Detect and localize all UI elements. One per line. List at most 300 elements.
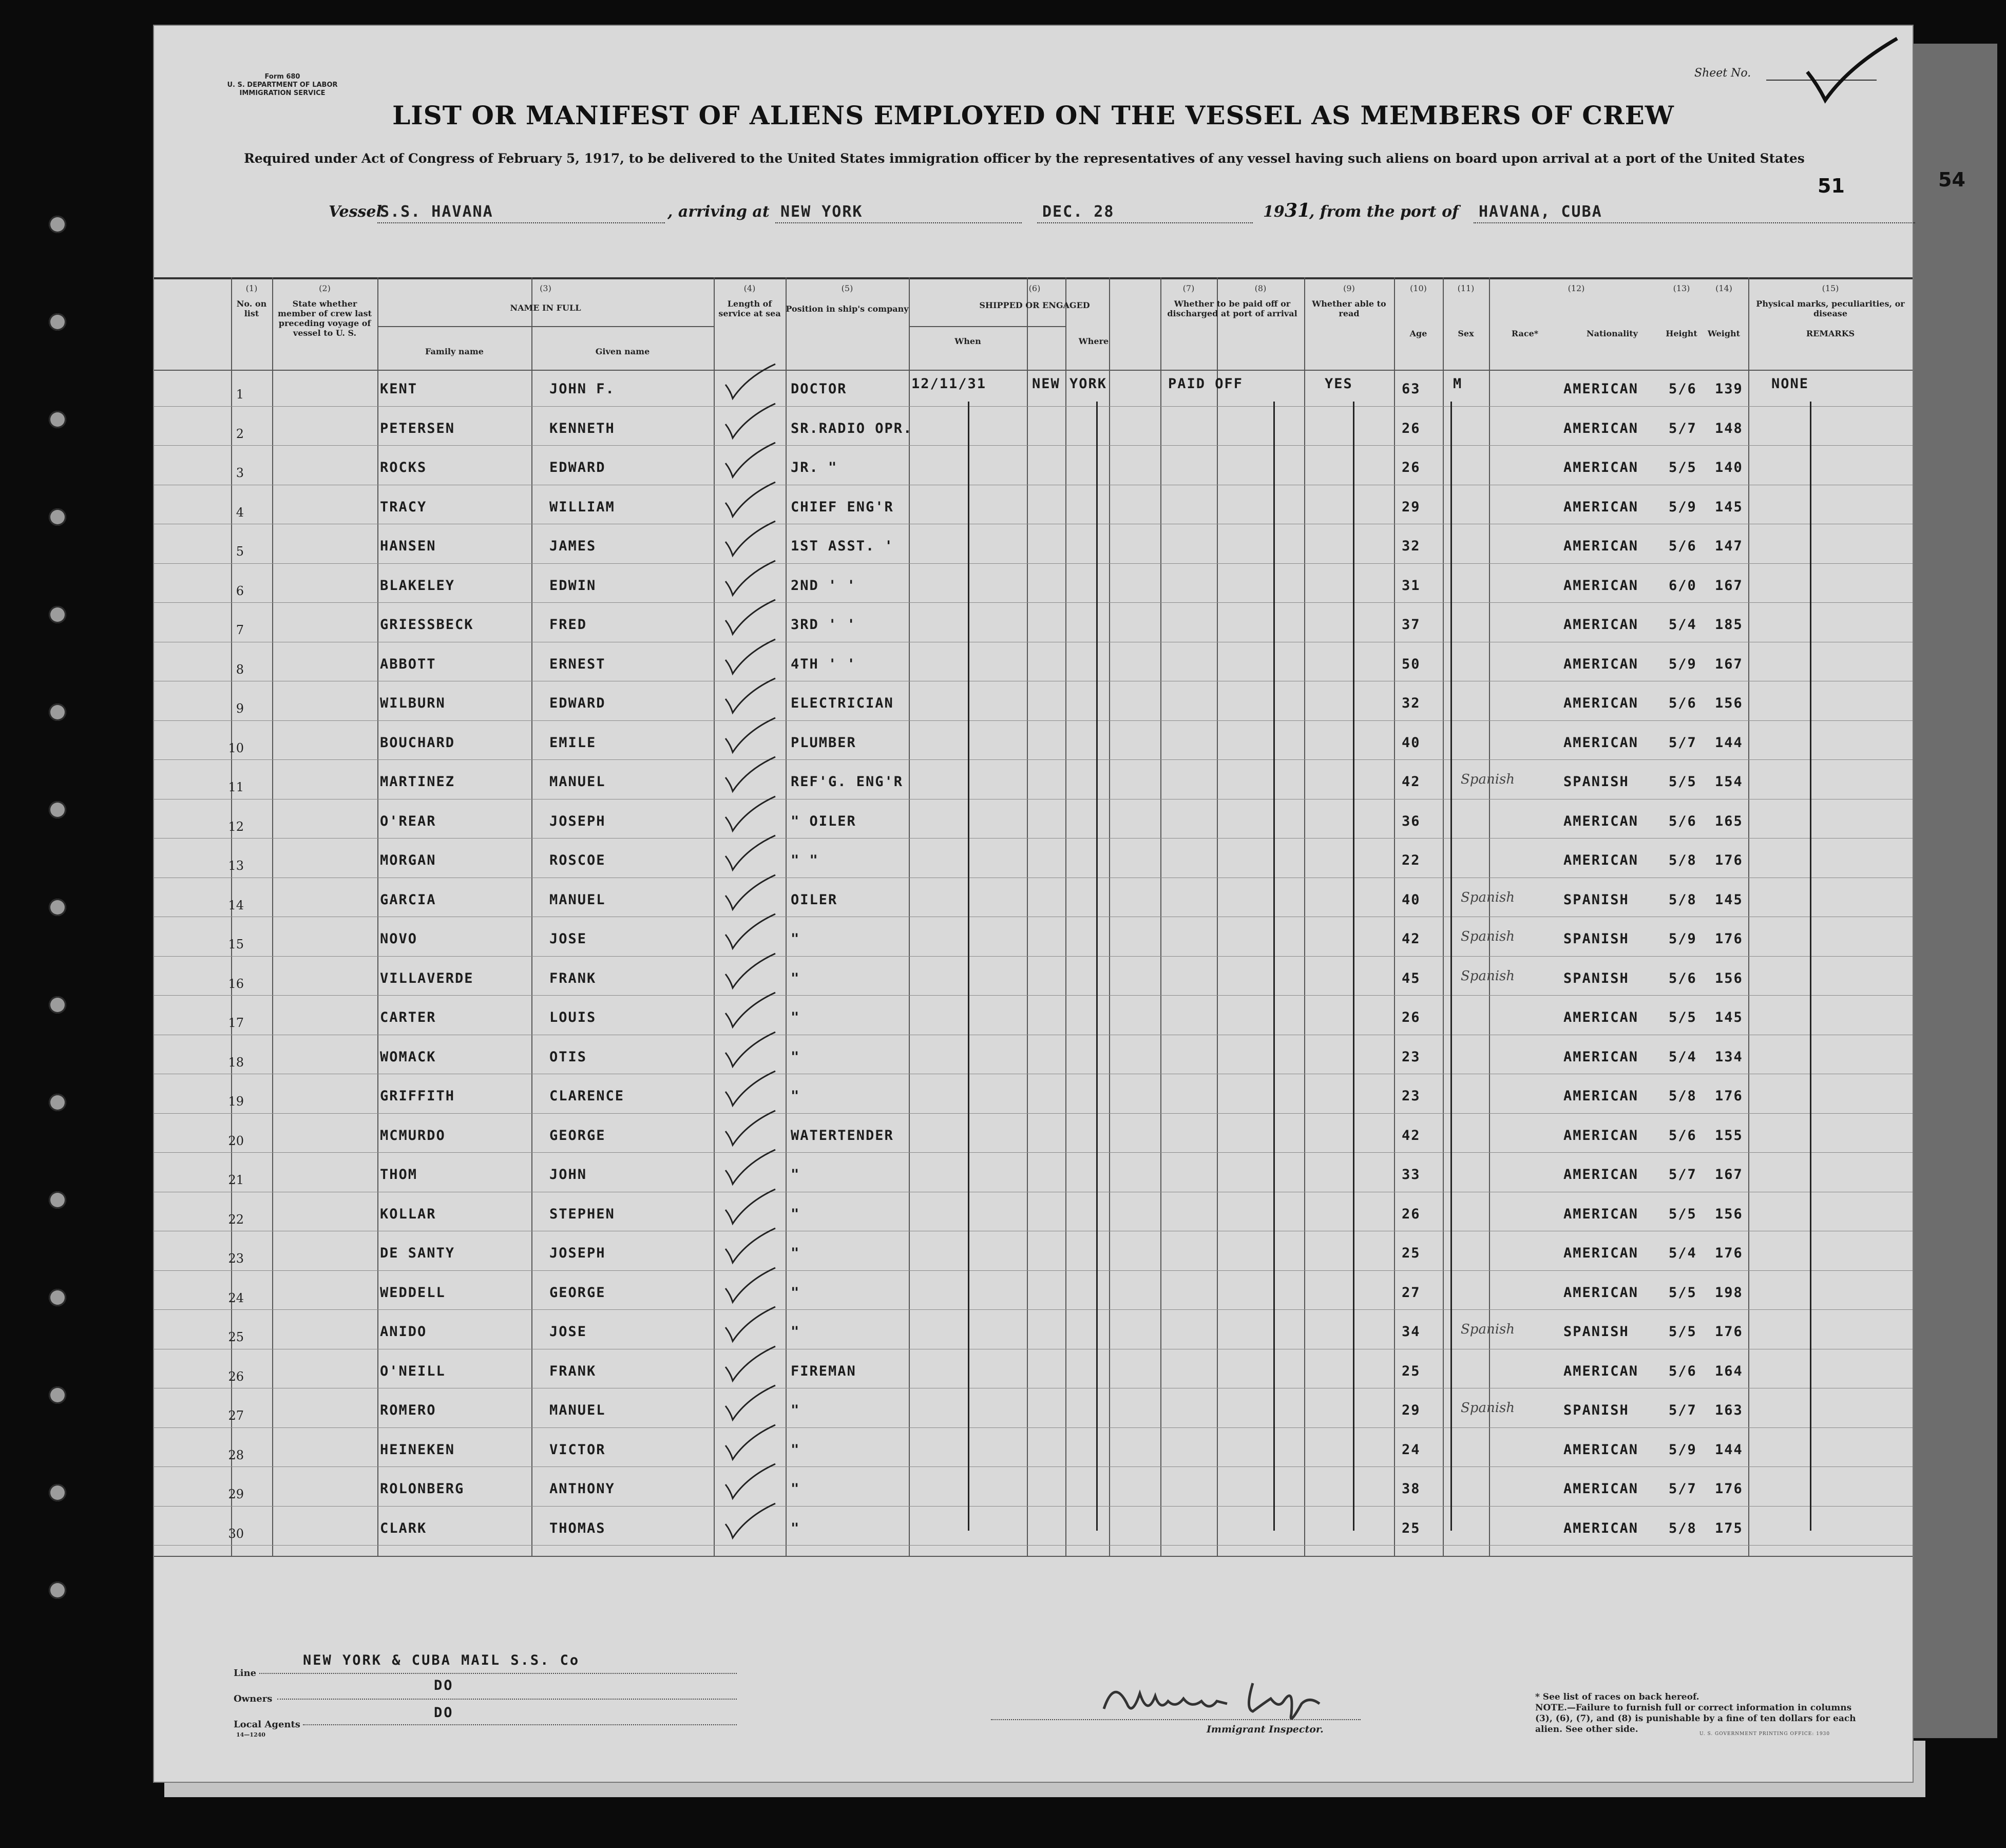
- family-name-cell: BLAKELEY: [380, 577, 455, 594]
- weight-cell: 176: [1715, 852, 1743, 868]
- given-name-cell: MANUEL: [549, 1402, 606, 1418]
- height-cell: 5/4: [1669, 617, 1697, 633]
- given-name-cell: GEORGE: [549, 1284, 606, 1301]
- race-cell: Spanish: [1461, 889, 1515, 905]
- age-cell: 38: [1402, 1481, 1421, 1497]
- height-cell: 5/5: [1669, 1206, 1697, 1222]
- position-cell: ": [791, 1481, 800, 1497]
- position-cell: JR. ": [791, 460, 838, 475]
- age-cell: 23: [1402, 1088, 1421, 1104]
- row-rule: [154, 563, 1913, 564]
- family-name-cell: VILLAVERDE: [380, 970, 474, 986]
- row-number: 6: [236, 583, 244, 598]
- age-cell: 25: [1402, 1520, 1421, 1536]
- position-cell: ": [791, 931, 800, 947]
- row-number: 18: [228, 1055, 244, 1070]
- form-subtitle: Required under Act of Congress of February 5, 1917, to be delivered to the United States immigration officer by the representatives of any vessel having such aliens on board upon arrival at a port of the United States: [244, 151, 1805, 166]
- height-cell: 5/6: [1669, 695, 1697, 711]
- punch-hole: [49, 703, 66, 721]
- service-check-mark: [721, 637, 778, 678]
- position-cell: 4TH ' ': [791, 656, 856, 672]
- ditto-mark-line: [1450, 402, 1452, 1531]
- age-cell: 26: [1402, 1009, 1421, 1025]
- service-check-mark: [721, 1108, 778, 1149]
- row-rule: [154, 1427, 1913, 1428]
- shipped-when-cell: 12/11/31: [911, 376, 987, 392]
- height-cell: 5/7: [1669, 1481, 1697, 1497]
- position-cell: ": [791, 1088, 800, 1104]
- family-name-cell: HEINEKEN: [380, 1441, 455, 1458]
- footnote-penalty: NOTE.—Failure to furnish full or correct information in columns (3), (6), (7), and (8) is punishable by a fine of ten dollars for each alien. See other side.: [1535, 1703, 1856, 1735]
- column-number: (8): [1254, 283, 1267, 293]
- date-line: [1037, 222, 1253, 223]
- family-name-cell: O'REAR: [380, 813, 436, 829]
- family-name-cell: ROMERO: [380, 1402, 436, 1418]
- position-cell: WATERTENDER: [791, 1127, 894, 1144]
- row-number: 28: [228, 1447, 244, 1462]
- row-number: 2: [236, 426, 244, 441]
- row-rule: [154, 1113, 1913, 1114]
- given-name-cell: JOHN: [549, 1167, 587, 1183]
- service-check-mark: [721, 872, 778, 913]
- row-rule: [154, 995, 1913, 996]
- owners-label: Owners: [234, 1693, 273, 1704]
- family-name-cell: GARCIA: [380, 891, 436, 908]
- service-check-mark: [721, 1461, 778, 1502]
- height-cell: 5/7: [1669, 1167, 1697, 1183]
- given-name-cell: GEORGE: [549, 1127, 606, 1144]
- vessel-info: [329, 200, 1972, 228]
- manifest-sheet: [154, 26, 1913, 1782]
- position-cell: DOCTOR: [791, 381, 847, 397]
- given-name-cell: KENNETH: [549, 420, 615, 436]
- family-name-cell: WILBURN: [380, 695, 446, 711]
- ditto-mark-line: [1353, 402, 1354, 1531]
- height-cell: 5/7: [1669, 1402, 1697, 1418]
- family-name-cell: O'NEILL: [380, 1363, 446, 1379]
- age-cell: 26: [1402, 460, 1421, 475]
- row-number: 30: [228, 1526, 244, 1541]
- age-cell: 24: [1402, 1441, 1421, 1458]
- service-check-mark: [721, 911, 778, 952]
- age-cell: 36: [1402, 813, 1421, 829]
- row-rule: [154, 602, 1913, 603]
- arrival-date: DEC. 28: [1042, 203, 1115, 221]
- service-check-mark: [721, 558, 778, 599]
- column-number: (11): [1457, 283, 1475, 293]
- header-paid-off: Whether to be paid off or discharged at port of arrival: [1167, 299, 1297, 318]
- height-cell: 5/9: [1669, 656, 1697, 672]
- nationality-cell: SPANISH: [1563, 891, 1629, 908]
- age-cell: 32: [1402, 695, 1421, 711]
- height-cell: 5/9: [1669, 931, 1697, 947]
- family-name-cell: CLARK: [380, 1520, 427, 1536]
- punch-hole: [49, 1289, 66, 1306]
- row-number: 13: [228, 859, 244, 873]
- nationality-cell: AMERICAN: [1563, 1009, 1639, 1025]
- service-check-mark: [721, 401, 778, 442]
- header-position: Position in ship's company: [786, 304, 909, 314]
- service-check-mark: [721, 794, 778, 835]
- position-cell: ": [791, 1206, 800, 1222]
- given-name-cell: STEPHEN: [549, 1206, 615, 1222]
- weight-cell: 167: [1715, 1167, 1743, 1183]
- position-cell: REF'G. ENG'R: [791, 774, 904, 790]
- position-cell: 1ST ASST. ': [791, 538, 894, 554]
- row-rule: [154, 1309, 1913, 1310]
- row-number: 22: [228, 1212, 244, 1227]
- nationality-cell: AMERICAN: [1563, 813, 1639, 829]
- weight-cell: 185: [1715, 617, 1743, 633]
- position-cell: ": [791, 1284, 800, 1301]
- row-rule: [154, 1506, 1913, 1507]
- column-number: (2): [319, 283, 331, 293]
- row-number: 15: [228, 937, 244, 951]
- age-cell: 50: [1402, 656, 1421, 672]
- given-name-cell: LOUIS: [549, 1009, 597, 1025]
- weight-cell: 165: [1715, 813, 1743, 829]
- service-check-mark: [721, 833, 778, 874]
- column-number: (14): [1715, 283, 1732, 293]
- height-cell: 5/5: [1669, 774, 1697, 790]
- footnote-races: * See list of races on back hereof.: [1535, 1692, 1699, 1702]
- family-name-cell: THOM: [380, 1167, 418, 1183]
- service-check-mark: [721, 480, 778, 521]
- service-name: IMMIGRATION SERVICE: [239, 89, 326, 97]
- row-number: 25: [228, 1330, 244, 1344]
- header-race: Race*: [1511, 329, 1539, 338]
- given-name-cell: CLARENCE: [549, 1088, 625, 1104]
- name-split-divider: [531, 326, 532, 1556]
- service-check-mark: [721, 1187, 778, 1228]
- column-number: (7): [1182, 283, 1195, 293]
- service-check-mark: [721, 519, 778, 560]
- race-cell: Spanish: [1461, 929, 1515, 944]
- nationality-cell: AMERICAN: [1563, 499, 1639, 515]
- given-name-cell: MANUEL: [549, 891, 606, 908]
- table-bottom-rule: [154, 1556, 1913, 1557]
- position-cell: PLUMBER: [791, 734, 856, 751]
- weight-cell: 156: [1715, 970, 1743, 986]
- row-number: 11: [228, 780, 244, 794]
- nationality-cell: AMERICAN: [1563, 1284, 1639, 1301]
- age-cell: 63: [1402, 381, 1421, 397]
- height-cell: 5/5: [1669, 1009, 1697, 1025]
- family-name-cell: KENT: [380, 381, 418, 397]
- position-cell: " OILER: [791, 813, 856, 829]
- weight-cell: 134: [1715, 1049, 1743, 1065]
- service-check-mark: [721, 1501, 778, 1542]
- height-cell: 5/8: [1669, 891, 1697, 908]
- agents-label: Local Agents: [234, 1719, 300, 1730]
- punch-hole: [49, 996, 66, 1014]
- header-family-name: Family name: [425, 347, 484, 356]
- position-cell: ": [791, 1520, 800, 1536]
- nationality-cell: AMERICAN: [1563, 460, 1639, 475]
- service-check-mark: [721, 715, 778, 756]
- age-cell: 22: [1402, 852, 1421, 868]
- service-check-mark: [721, 1030, 778, 1071]
- column-number: (12): [1568, 283, 1585, 293]
- service-check-mark: [721, 1422, 778, 1463]
- family-name-cell: WOMACK: [380, 1049, 436, 1065]
- height-cell: 5/6: [1669, 970, 1697, 986]
- given-name-cell: JOSEPH: [549, 1245, 606, 1261]
- age-cell: 33: [1402, 1167, 1421, 1183]
- position-cell: ": [791, 1245, 800, 1261]
- back-sheet: [1900, 44, 1997, 1738]
- weight-cell: 164: [1715, 1363, 1743, 1379]
- departure-line: [1474, 222, 1915, 223]
- given-name-cell: VICTOR: [549, 1441, 606, 1458]
- service-check-mark: [721, 1147, 778, 1188]
- nationality-cell: AMERICAN: [1563, 538, 1639, 554]
- service-check-mark: [721, 597, 778, 638]
- row-number: 26: [228, 1369, 244, 1384]
- age-cell: 23: [1402, 1049, 1421, 1065]
- height-cell: 5/4: [1669, 1049, 1697, 1065]
- column-number: (4): [743, 283, 756, 293]
- service-check-mark: [721, 440, 778, 481]
- age-cell: 40: [1402, 734, 1421, 751]
- weight-cell: 145: [1715, 499, 1743, 515]
- position-cell: FIREMAN: [791, 1363, 856, 1379]
- punch-hole: [49, 216, 66, 233]
- given-name-cell: ANTHONY: [549, 1481, 615, 1497]
- age-cell: 27: [1402, 1284, 1421, 1301]
- row-rule: [154, 1545, 1913, 1546]
- footnote: [1535, 1692, 1864, 1735]
- punch-hole: [49, 1386, 66, 1404]
- inspector-label: Immigrant Inspector.: [1207, 1724, 1324, 1735]
- service-check-mark: [721, 1265, 778, 1306]
- departure-port: HAVANA, CUBA: [1479, 203, 1602, 221]
- nationality-cell: AMERICAN: [1563, 852, 1639, 868]
- shipped-where-cell: NEW YORK: [1032, 376, 1107, 392]
- page-number: 51: [1818, 175, 1845, 197]
- header-bottom-rule: [154, 370, 1913, 371]
- punch-hole: [49, 508, 66, 526]
- position-cell: SR.RADIO OPR.: [791, 420, 913, 436]
- column-number: (13): [1673, 283, 1690, 293]
- row-number: 10: [228, 740, 244, 755]
- nationality-cell: SPANISH: [1563, 1324, 1629, 1340]
- height-cell: 5/5: [1669, 1324, 1697, 1340]
- row-number: 24: [228, 1290, 244, 1305]
- header-remarks: REMARKS: [1806, 329, 1855, 338]
- agents-underline: [303, 1724, 737, 1725]
- form-code: 14—1240: [236, 1731, 265, 1738]
- header-no-on-list: No. on list: [236, 299, 267, 318]
- height-cell: 5/6: [1669, 1127, 1697, 1144]
- family-name-cell: BOUCHARD: [380, 734, 455, 751]
- race-cell: Spanish: [1461, 968, 1515, 984]
- row-rule: [154, 1270, 1913, 1271]
- nationality-cell: AMERICAN: [1563, 656, 1639, 672]
- shipped-split-divider: [1027, 326, 1028, 1556]
- row-number: 29: [228, 1487, 244, 1501]
- service-check-mark: [721, 990, 778, 1031]
- family-name-cell: DE SANTY: [380, 1245, 455, 1261]
- arriving-label: , arriving at: [667, 203, 770, 221]
- nationality-cell: AMERICAN: [1563, 1127, 1639, 1144]
- ditto-mark-line: [1273, 402, 1275, 1531]
- nationality-cell: AMERICAN: [1563, 1441, 1639, 1458]
- punch-hole: [49, 801, 66, 818]
- service-check-mark: [721, 1383, 778, 1424]
- weight-cell: 155: [1715, 1127, 1743, 1144]
- row-rule: [154, 759, 1913, 760]
- vessel-name: S.S. HAVANA: [380, 203, 493, 221]
- nationality-cell: AMERICAN: [1563, 1167, 1639, 1183]
- able-to-read-cell: YES: [1325, 376, 1353, 392]
- given-name-cell: FRANK: [549, 970, 597, 986]
- weight-cell: 147: [1715, 538, 1743, 554]
- header-able-to-read: Whether able to read: [1312, 299, 1386, 318]
- table-top-rule: [154, 277, 1913, 279]
- height-cell: 5/5: [1669, 460, 1697, 475]
- header-when: When: [954, 336, 981, 346]
- row-rule: [154, 720, 1913, 721]
- height-cell: 5/7: [1669, 420, 1697, 436]
- header-weight: Weight: [1707, 329, 1741, 338]
- height-cell: 5/7: [1669, 734, 1697, 751]
- service-check-mark: [721, 1069, 778, 1110]
- weight-cell: 148: [1715, 420, 1743, 436]
- line-value: NEW YORK & CUBA MAIL S.S. Co: [303, 1652, 580, 1668]
- age-cell: 31: [1402, 577, 1421, 594]
- age-cell: 42: [1402, 1127, 1421, 1144]
- arrival-port: NEW YORK: [780, 203, 863, 221]
- punch-hole: [49, 899, 66, 916]
- header-last-voyage: State whether member of crew last preceding voyage of vessel to U. S.: [277, 299, 372, 338]
- punch-hole: [49, 1094, 66, 1111]
- service-check-mark: [721, 1304, 778, 1345]
- physical-marks-cell: NONE: [1771, 376, 1809, 392]
- position-cell: ": [791, 1167, 800, 1183]
- given-name-cell: JOSE: [549, 931, 587, 947]
- position-cell: ": [791, 970, 800, 986]
- age-cell: 25: [1402, 1245, 1421, 1261]
- owners-value: DO: [434, 1678, 454, 1693]
- given-name-cell: FRANK: [549, 1363, 597, 1379]
- position-cell: OILER: [791, 891, 838, 908]
- height-cell: 5/8: [1669, 1520, 1697, 1536]
- service-check-mark: [721, 1344, 778, 1385]
- header-where: Where: [1078, 336, 1109, 346]
- given-name-cell: EDWARD: [549, 460, 606, 475]
- position-cell: ": [791, 1009, 800, 1025]
- race-cell: Spanish: [1461, 772, 1515, 787]
- age-cell: 32: [1402, 538, 1421, 554]
- age-cell: 37: [1402, 617, 1421, 633]
- row-rule: [154, 1152, 1913, 1153]
- family-name-cell: ROCKS: [380, 460, 427, 475]
- given-name-cell: EMILE: [549, 734, 597, 751]
- height-cell: 5/4: [1669, 1245, 1697, 1261]
- height-cell: 6/0: [1669, 577, 1697, 594]
- header-age: Age: [1409, 329, 1427, 338]
- family-name-cell: KOLLAR: [380, 1206, 436, 1222]
- height-cell: 5/9: [1669, 1441, 1697, 1458]
- height-cell: 5/9: [1669, 499, 1697, 515]
- row-number: 21: [228, 1173, 244, 1187]
- service-check-mark: [721, 951, 778, 992]
- back-page-number: 54: [1938, 168, 1965, 191]
- header-given-name: Given name: [595, 347, 650, 356]
- nationality-cell: AMERICAN: [1563, 420, 1639, 436]
- name-subheader-rule: [377, 326, 714, 327]
- weight-cell: 145: [1715, 1009, 1743, 1025]
- sheet-check-mark: [1776, 36, 1900, 108]
- inspector-signature: [1099, 1673, 1366, 1729]
- given-name-cell: MANUEL: [549, 774, 606, 790]
- year-value: 31: [1285, 200, 1311, 221]
- family-name-cell: MCMURDO: [380, 1127, 446, 1144]
- weight-cell: 144: [1715, 734, 1743, 751]
- header-height: Height: [1666, 329, 1697, 338]
- position-cell: CHIEF ENG'R: [791, 499, 894, 515]
- row-number: 3: [236, 466, 244, 480]
- nationality-cell: AMERICAN: [1563, 381, 1639, 397]
- nationality-cell: AMERICAN: [1563, 617, 1639, 633]
- form-title: LIST OR MANIFEST OF ALIENS EMPLOYED ON THE VESSEL AS MEMBERS OF CREW: [392, 100, 1674, 130]
- given-name-cell: JOSEPH: [549, 813, 606, 829]
- position-cell: 3RD ' ': [791, 617, 856, 633]
- weight-cell: 167: [1715, 656, 1743, 672]
- nationality-cell: AMERICAN: [1563, 1049, 1639, 1065]
- form-id-block: [216, 73, 349, 98]
- from-label: , from the port of: [1309, 203, 1459, 221]
- given-name-cell: THOMAS: [549, 1520, 606, 1536]
- position-cell: " ": [791, 852, 819, 868]
- age-cell: 42: [1402, 931, 1421, 947]
- age-cell: 40: [1402, 891, 1421, 908]
- family-name-cell: MORGAN: [380, 852, 436, 868]
- department-name: U. S. DEPARTMENT OF LABOR: [227, 81, 338, 89]
- nationality-cell: AMERICAN: [1563, 1363, 1639, 1379]
- punch-hole: [49, 1582, 66, 1599]
- row-number: 27: [228, 1408, 244, 1423]
- column-number: (3): [540, 283, 551, 293]
- line-label: Line: [234, 1668, 257, 1679]
- age-cell: 45: [1402, 970, 1421, 986]
- header-name-in-full: NAME IN FULL: [510, 303, 581, 313]
- position-cell: ": [791, 1441, 800, 1458]
- height-cell: 5/8: [1669, 852, 1697, 868]
- given-name-cell: EDWARD: [549, 695, 606, 711]
- weight-cell: 176: [1715, 931, 1743, 947]
- given-name-cell: FRED: [549, 617, 587, 633]
- family-name-cell: HANSEN: [380, 538, 436, 554]
- punch-hole: [49, 313, 66, 331]
- given-name-cell: WILLIAM: [549, 499, 615, 515]
- nationality-cell: AMERICAN: [1563, 1481, 1639, 1497]
- weight-cell: 176: [1715, 1481, 1743, 1497]
- row-number: 9: [236, 701, 244, 716]
- signature-line: [991, 1719, 1361, 1720]
- weight-cell: 144: [1715, 1441, 1743, 1458]
- family-name-cell: NOVO: [380, 931, 418, 947]
- family-name-cell: ANIDO: [380, 1324, 427, 1340]
- paid-off-cell: PAID OFF: [1168, 376, 1244, 392]
- nationality-cell: AMERICAN: [1563, 734, 1639, 751]
- punch-hole: [49, 1191, 66, 1209]
- row-number: 14: [228, 898, 244, 912]
- race-cell: Spanish: [1461, 1322, 1515, 1337]
- race-cell: Spanish: [1461, 1400, 1515, 1416]
- owners-underline: [277, 1699, 737, 1700]
